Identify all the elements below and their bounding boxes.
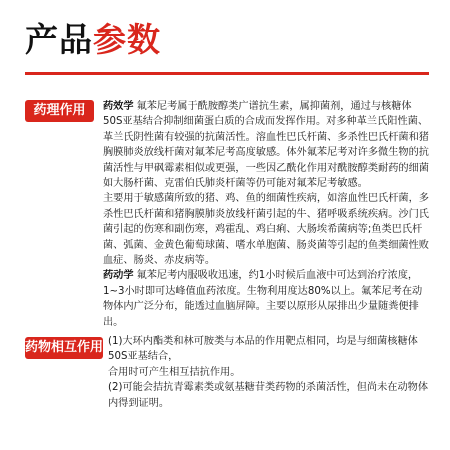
pharmacokinetics-label: 药动学 xyxy=(103,270,134,282)
page-title xyxy=(25,20,161,60)
pharmacodynamics-paragraph xyxy=(103,99,431,191)
pharmacodynamics-label: 药效学 xyxy=(103,101,134,112)
title-divider xyxy=(25,72,429,75)
page-title-part2: 参数 xyxy=(93,20,161,59)
pharmacokinetics-paragraph xyxy=(103,268,431,330)
header xyxy=(0,0,450,78)
pharmacodynamics-text: 氟苯尼考属于酰胺醇类广谱抗生素，属抑菌剂，通过与核糖体50S亚基结合抑制细菌蛋白质的合成而发挥作用。对多种革兰氏阳性菌、革兰氏阴性菌有较强的抗菌活性。溶血性巴氏杆菌、多杀性巴氏杆菌和猪胸膜肺炎放线杆菌对氟苯尼考高度敏感。体外氟苯尼考对许多微生物的抗菌活性与甲砜霉素相似或更强，一些因乙酰化作用对酰胺醇类耐药的细菌如大肠杆菌、克雷伯氏肺炎杆菌等仍可能对氟苯尼考敏感。 xyxy=(103,101,429,190)
page-title-part1: 产品 xyxy=(25,20,93,59)
interaction-item-1-cont: 合用时可产生相互拮抗作用。 xyxy=(108,366,241,378)
interaction-item-2: (2)可能会拮抗青霉素类或氨基糖苷类药物的杀菌活性，但尚未在动物体内得到证明。 xyxy=(108,382,429,409)
section-pharmacology-content xyxy=(103,99,431,330)
interaction-item-1: (1)大环内酯类和林可胺类与本品的作用靶点相同，均是与细菌核糖体50S亚基结合， xyxy=(108,336,418,363)
indications-paragraph: 主要用于敏感菌所致的猪、鸡、鱼的细菌性疾病，如溶血性巴氏杆菌，多杀性巴氏杆菌和猪胸膜肺炎放线杆菌引起的牛、猪呼吸系统疾病。沙门氏菌引起的伤寒和副伤寒，鸡霍乱、鸡白痢、大肠埃希菌病等;鱼类巴氏杆菌、弧菌、金黄色葡萄球菌、嗜水单胞菌、肠炎菌等引起的鱼类细菌性败血症、肠炎、赤皮病等。 xyxy=(103,193,429,267)
section-interactions-content xyxy=(108,334,430,411)
pharmacokinetics-text: 氟苯尼考内服吸收迅速，约1小时候后血液中可达到治疗浓度，1~3小时即可达峰值血药浓度。生物利用度达80%以上。氟苯尼考在动物体内广泛分布，能透过血脑屏障。主要以原形从尿排出少量随粪便排出。 xyxy=(103,270,423,328)
section-tag-interactions: 药物相互作用 xyxy=(25,337,103,359)
section-tag-pharmacology: 药理作用 xyxy=(25,100,94,122)
